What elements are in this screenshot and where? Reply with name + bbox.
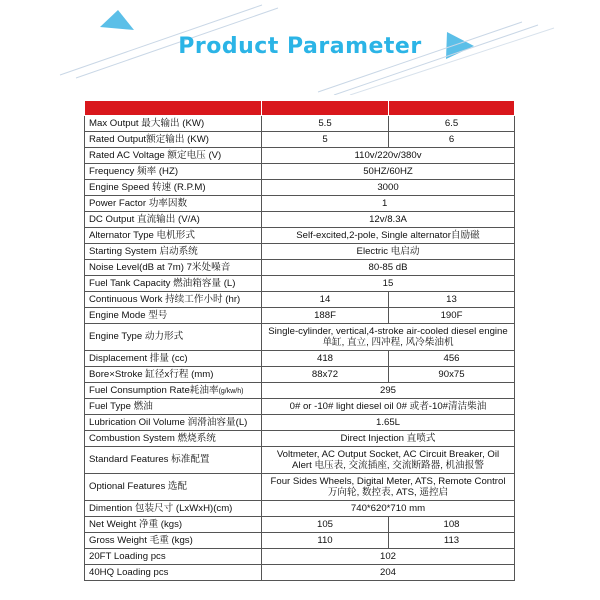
table-row (85, 228, 515, 244)
parameter-value: 102 (262, 549, 515, 565)
parameter-value: 108 (389, 517, 515, 533)
table-row (85, 565, 515, 581)
parameter-label-text: Noise Level(dB at 7m) 7米处噪音 (89, 261, 231, 273)
table-row (85, 212, 515, 228)
parameter-label (85, 180, 262, 196)
table-row (85, 164, 515, 180)
parameter-label (85, 383, 262, 399)
parameter-label (85, 501, 262, 517)
parameter-value: Four Sides Wheels, Digital Meter, ATS, Remote Control 万向轮, 数控表, ATS, 遥控启 (262, 474, 515, 501)
parameter-table (84, 100, 515, 581)
table-row (85, 180, 515, 196)
parameter-label-text: Engine Type 动力形式 (89, 331, 184, 343)
parameter-value: 105 (262, 517, 389, 533)
parameter-label-text: DC Output 直流输出 (V/A) (89, 213, 200, 225)
table-row (85, 308, 515, 324)
parameter-value: Single-cylinder, vertical,4-stroke air-cooled diesel engine 单缸, 直立, 四冲程, 风冷柴油机 (262, 324, 515, 351)
parameter-value: 50HZ/60HZ (262, 164, 515, 180)
parameter-label-text: Power Factor 功率因数 (89, 197, 188, 209)
parameter-value: Self-excited,2-pole, Single alternator自励磁 (262, 228, 515, 244)
parameter-label (85, 212, 262, 228)
parameter-label (85, 324, 262, 351)
table-row (85, 447, 515, 474)
page-title: Product Parameter (178, 34, 422, 59)
parameter-label (85, 132, 262, 148)
table-row (85, 383, 515, 399)
table-row (85, 116, 515, 132)
parameter-label-text: Optional Features 选配 (89, 481, 188, 493)
parameter-value: 740*620*710 mm (262, 501, 515, 517)
parameter-label (85, 164, 262, 180)
parameter-label-text: Fuel Consumption Rate耗油率 (89, 384, 219, 396)
parameter-value: Electric 电启动 (262, 244, 515, 260)
table-row (85, 132, 515, 148)
parameter-value: 113 (389, 533, 515, 549)
parameter-value: 90x75 (389, 367, 515, 383)
table-row (85, 474, 515, 501)
parameter-label (85, 431, 262, 447)
parameter-label (85, 228, 262, 244)
parameter-value: 15 (262, 276, 515, 292)
parameter-label-text: Lubrication Oil Volume 润滑油容量(L) (89, 416, 248, 428)
table-row (85, 399, 515, 415)
parameter-label (85, 116, 262, 132)
table-row (85, 351, 515, 367)
parameter-label-text: Standard Features 标准配置 (89, 454, 210, 466)
parameter-label-text: Gross Weight 毛重 (kgs) (89, 534, 193, 546)
table-row (85, 244, 515, 260)
parameter-value: 6.5 (389, 116, 515, 132)
parameter-label-text: Continuous Work 持续工作小时 (hr) (89, 293, 241, 305)
parameter-value: 13 (389, 292, 515, 308)
table-row (85, 415, 515, 431)
parameter-label (85, 474, 262, 501)
parameter-value: 190F (389, 308, 515, 324)
parameter-label-text: Max Output 最大输出 (KW) (89, 117, 205, 129)
header-cell (262, 101, 389, 116)
parameter-value: 110v/220v/380v (262, 148, 515, 164)
parameter-table-container (84, 100, 514, 581)
parameter-label (85, 549, 262, 565)
parameter-label (85, 260, 262, 276)
parameter-label (85, 148, 262, 164)
parameter-label (85, 517, 262, 533)
parameter-label-text: Fuel Type 燃油 (89, 400, 153, 412)
parameter-label-text: 40HQ Loading pcs (89, 566, 169, 578)
table-row (85, 501, 515, 517)
parameter-label-text: Alternator Type 电机形式 (89, 229, 195, 241)
parameter-value: 1 (262, 196, 515, 212)
parameter-value: 12v/8.3A (262, 212, 515, 228)
parameter-label (85, 533, 262, 549)
parameter-label-text: Engine Mode 型号 (89, 309, 168, 321)
parameter-label-text: Frequency 频率 (HZ) (89, 165, 179, 177)
parameter-label-text: Fuel Tank Capacity 燃油箱容量 (L) (89, 277, 236, 289)
parameter-label-text: 20FT Loading pcs (89, 550, 166, 562)
parameter-label (85, 244, 262, 260)
parameter-value: 0# or -10# light diesel oil 0# 或者-10#清洁柴油 (262, 399, 515, 415)
table-row (85, 533, 515, 549)
parameter-value: Voltmeter, AC Output Socket, AC Circuit Breaker, Oil Alert 电压表, 交流插座, 交流断路器, 机油报警 (262, 447, 515, 474)
table-body (85, 116, 515, 581)
table-row (85, 292, 515, 308)
parameter-value: 188F (262, 308, 389, 324)
parameter-label (85, 447, 262, 474)
table-row (85, 431, 515, 447)
parameter-label (85, 399, 262, 415)
parameter-value: 295 (262, 383, 515, 399)
parameter-value: 418 (262, 351, 389, 367)
parameter-value: 204 (262, 565, 515, 581)
parameter-label-text: Rated AC Voltage 额定电压 (V) (89, 149, 222, 161)
parameter-label (85, 308, 262, 324)
table-row (85, 367, 515, 383)
parameter-label (85, 276, 262, 292)
table-row (85, 517, 515, 533)
triangle-decoration-left (100, 10, 134, 30)
parameter-label (85, 292, 262, 308)
parameter-label-text: Engine Speed 转速 (R.P.M) (89, 181, 206, 193)
parameter-label (85, 196, 262, 212)
parameter-label-text: Displacement 排量 (cc) (89, 352, 188, 364)
table-header-row (85, 101, 515, 116)
table-row (85, 260, 515, 276)
parameter-label (85, 415, 262, 431)
parameter-label-text: Bore×Stroke 缸径x行程 (mm) (89, 368, 214, 380)
parameter-value: 1.65L (262, 415, 515, 431)
parameter-value: 88x72 (262, 367, 389, 383)
parameter-value: 14 (262, 292, 389, 308)
table-row (85, 549, 515, 565)
parameter-label-text: Starting System 启动系统 (89, 245, 198, 257)
parameter-label-text: Dimention 包装尺寸 (LxWxH)(cm) (89, 502, 233, 514)
parameter-value: 110 (262, 533, 389, 549)
parameter-label-text: Rated Output额定输出 (KW) (89, 133, 209, 145)
parameter-label-text: Combustion System 燃烧系统 (89, 432, 216, 444)
header-cell (389, 101, 515, 116)
parameter-value: 5 (262, 132, 389, 148)
parameter-value: 80-85 dB (262, 260, 515, 276)
parameter-label (85, 367, 262, 383)
parameter-value: 5.5 (262, 116, 389, 132)
parameter-label-text: Net Weight 净重 (kgs) (89, 518, 183, 530)
parameter-unit: (g/kw/h) (218, 387, 244, 395)
parameter-value: 3000 (262, 180, 515, 196)
table-row (85, 324, 515, 351)
parameter-value: 6 (389, 132, 515, 148)
table-row (85, 196, 515, 212)
parameter-label (85, 351, 262, 367)
table-row (85, 148, 515, 164)
header-cell (85, 101, 262, 116)
table-row (85, 276, 515, 292)
parameter-value: 456 (389, 351, 515, 367)
parameter-label (85, 565, 262, 581)
parameter-value: Direct Injection 直喷式 (262, 431, 515, 447)
